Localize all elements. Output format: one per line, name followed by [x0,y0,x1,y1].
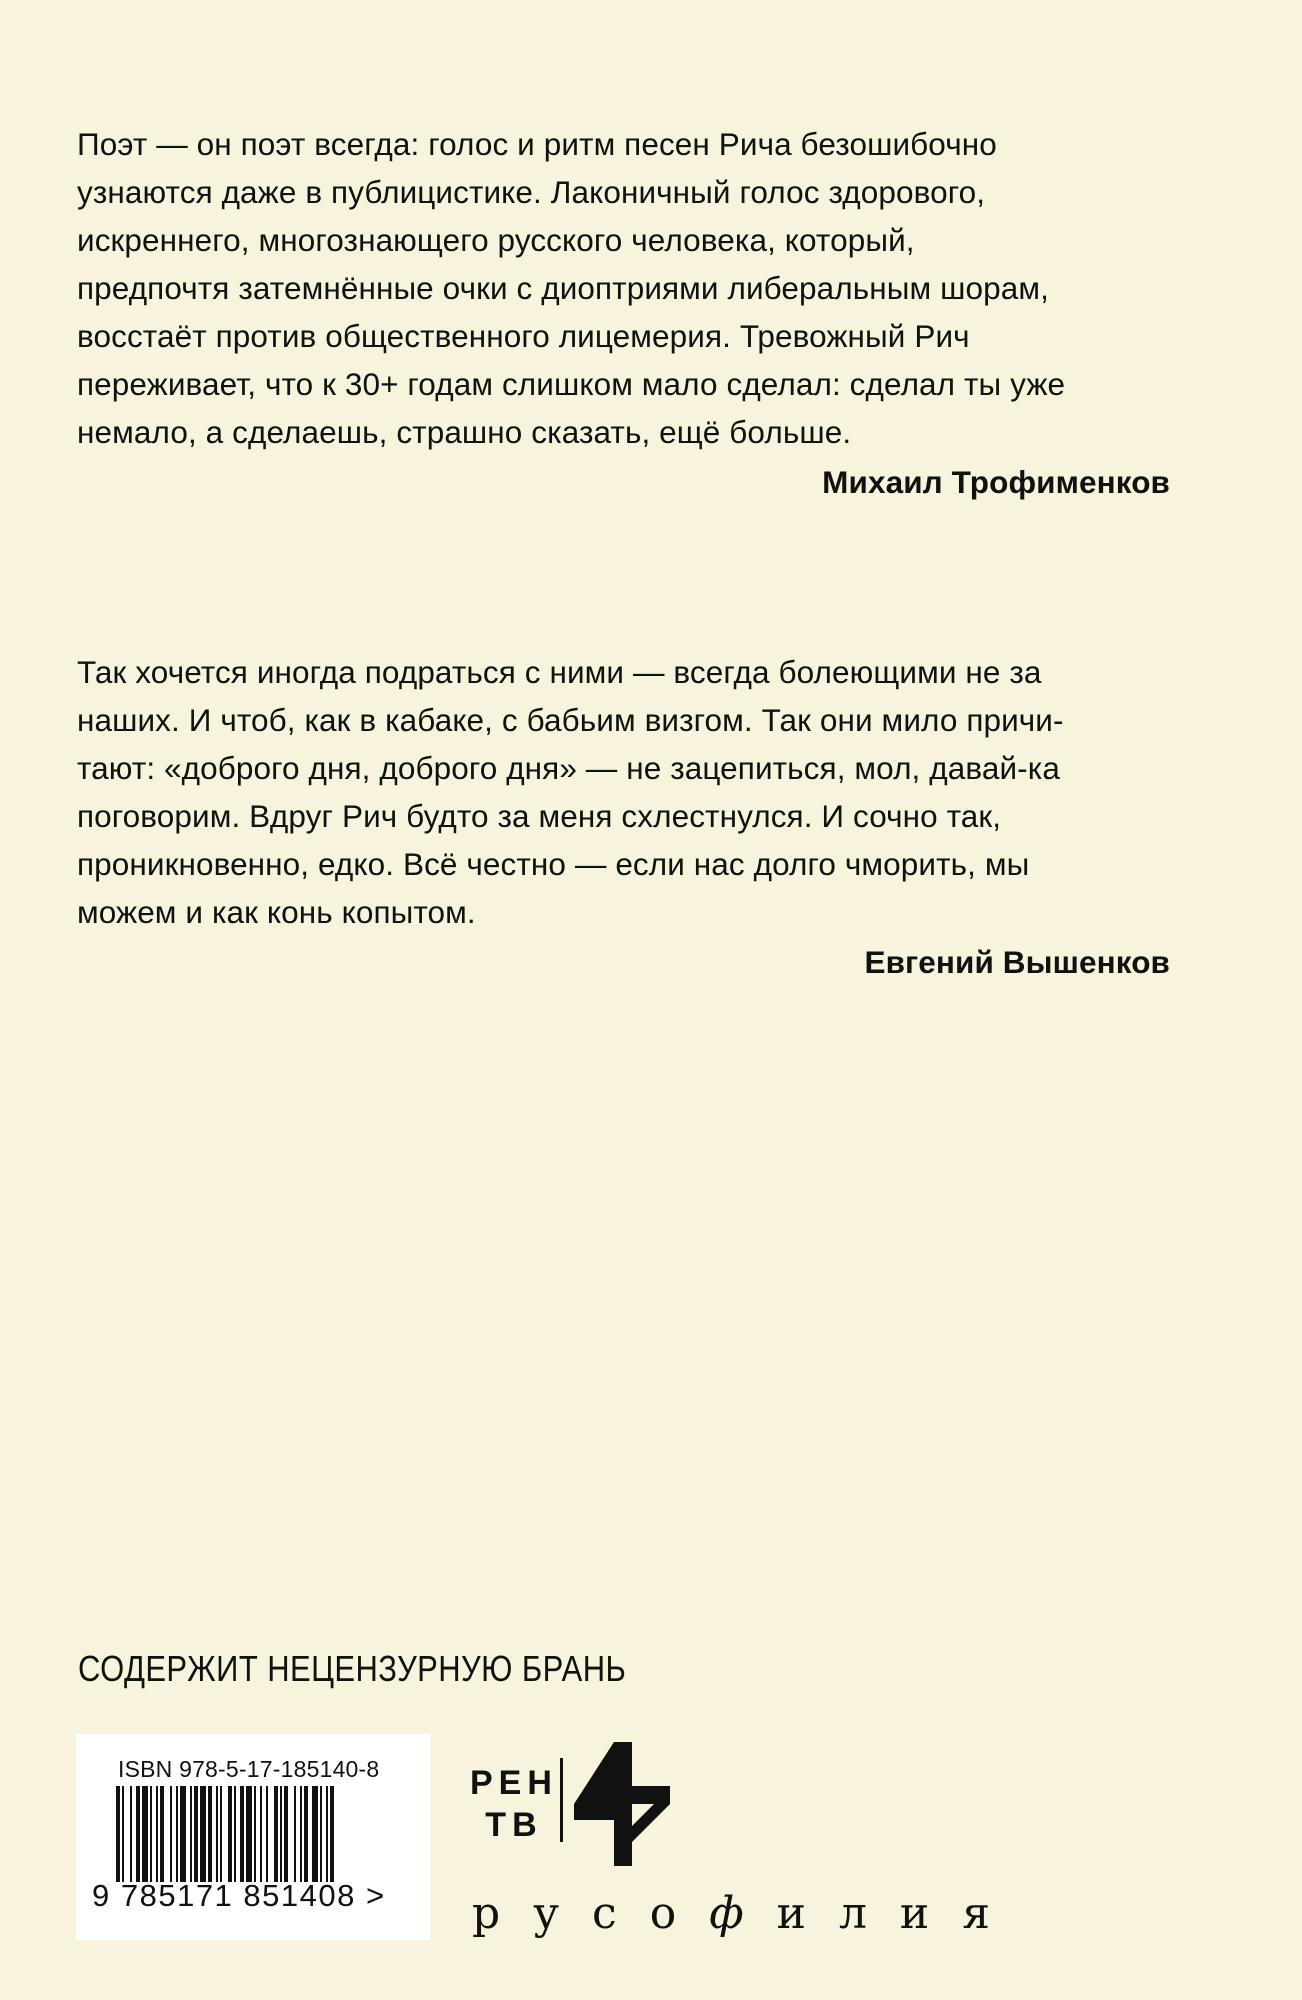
imprint-logo [472,1888,1023,1939]
ren-tv-wordmark [470,1762,558,1846]
isbn-barcode [76,1734,430,1940]
quote-line: узнаются даже в публицистике. Лаконичный голос здорового, [77,174,986,210]
quote-line: восстаёт против общественного лицемерия. Тревожный Рич [77,318,970,354]
quote-line: предпочтя затемнённые очки с диоптриями либеральным шорам, [77,270,1049,306]
quote-line: проникновенно, едко. Всё честно — если нас долго чморить, мы [77,846,1030,882]
ren-tv-logo-icon [574,1742,674,1866]
quote-line: переживает, что к 30+ годам слишком мало сделал: сделал ты уже [77,366,1066,402]
ren-tv-line1: РЕН [470,1764,558,1802]
review-quote-2 [77,648,1170,986]
review-quote-1 [77,120,1170,506]
quote-author: Михаил Трофименков [822,464,1170,500]
quote-line: немало, а сделаешь, страшно сказать, ещё больше. [77,414,852,450]
quote-line: Так хочется иногда подраться с ними — всегда болеющими не за [77,654,1042,690]
quote-line: поговорим. Вдруг Рич будто за меня схлестнулся. И сочно так, [77,798,1002,834]
quote-line: Поэт — он поэт всегда: голос и ритм песен Рича безошибочно [77,126,997,162]
ren-tv-divider [560,1758,563,1842]
quote-line: искреннего, многознающего русского человека, который, [77,222,915,258]
quote-line: тают: «доброго дня, доброго дня» — не зацепиться, мол, давай-ка [77,750,1060,786]
quote-author: Евгений Вышенков [864,944,1170,980]
quote-line: можем и как конь копытом. [77,894,476,930]
imprint-part: русо [472,1888,710,1939]
barcode-bars [116,1786,396,1882]
content-warning: СОДЕРЖИТ НЕЦЕНЗУРНУЮ БРАНЬ [78,1648,627,1689]
imprint-italic-part: ф [709,1888,777,1939]
quote-line: наших. И чтоб, как в кабаке, с бабьим визгом. Так они мило причи- [77,702,1064,738]
imprint-part: илия [776,1888,1024,1939]
isbn-label: ISBN 978-5-17-185140-8 [118,1756,380,1782]
barcode-digits: 9 785171 851408 > [92,1878,386,1913]
ren-tv-line2: ТВ [485,1806,543,1844]
